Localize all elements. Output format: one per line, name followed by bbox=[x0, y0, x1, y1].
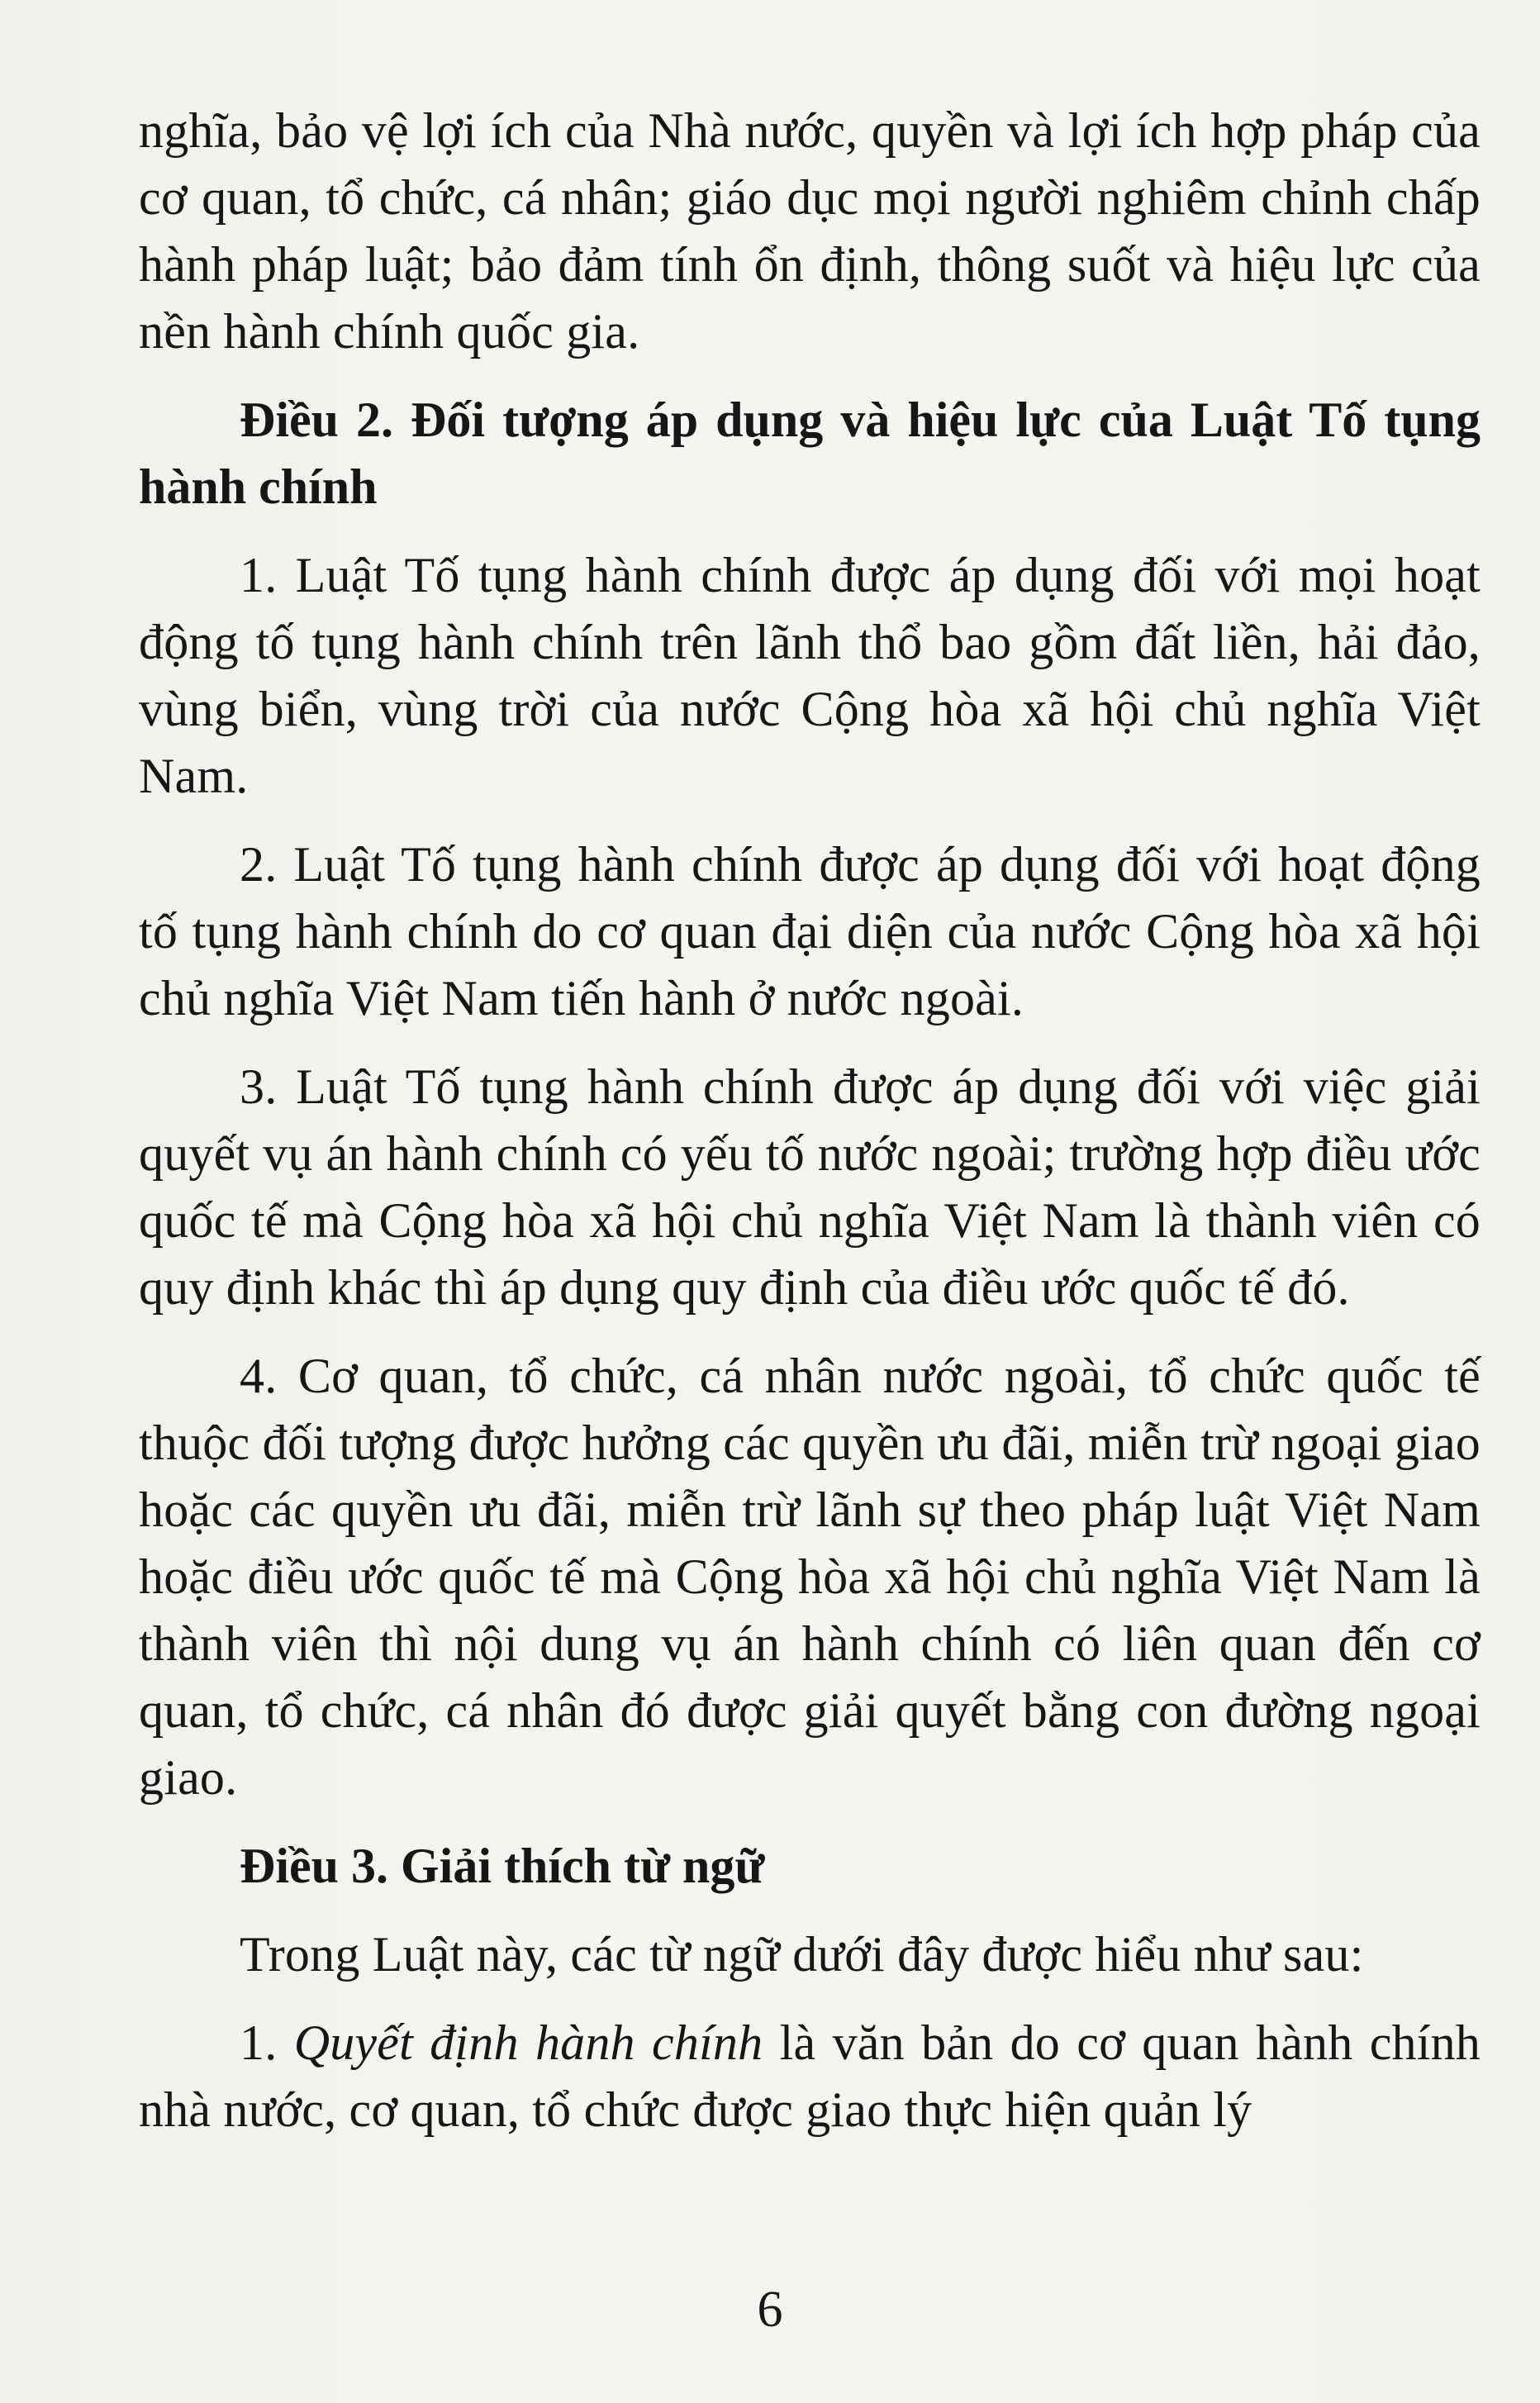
article-2-clause-2: 2. Luật Tố tụng hành chính được áp dụng đối với hoạt động tố tụng hành chính do cơ quan đại diện của nước Cộng hòa xã hội chủ nghĩa Việt Nam tiến hành ở nước ngoài. bbox=[139, 837, 1481, 1025]
article-2-clause-1: 1. Luật Tố tụng hành chính được áp dụng đối với mọi hoạt động tố tụng hành chính trên lãnh thổ bao gồm đất liền, hải đảo, vùng biển, vùng trời của nước Cộng hòa xã hội chủ nghĩa Việt Nam. bbox=[139, 548, 1481, 803]
article-3-title: Giải thích từ ngữ bbox=[401, 1839, 765, 1893]
article-3-clause-1-prefix: 1. bbox=[240, 2015, 278, 2070]
page-number: 6 bbox=[757, 2282, 783, 2338]
article-3-number: Điều 3. bbox=[240, 1839, 388, 1893]
article-3-intro: Trong Luật này, các từ ngữ dưới đây được hiểu như sau: bbox=[240, 1927, 1364, 1982]
article-2-clause-3: 3. Luật Tố tụng hành chính được áp dụng đối với việc giải quyết vụ án hành chính có yếu tố nước ngoài; trường hợp điều ước quốc tế mà Cộng hòa xã hội chủ nghĩa Việt Nam là thành viên có quy định khác thì áp dụng quy định của điều ước quốc tế đó. bbox=[139, 1059, 1481, 1315]
article-3-heading bbox=[139, 1833, 1481, 1900]
article-2-heading bbox=[139, 387, 1481, 521]
article-3-clause-1-text: là văn bản do cơ quan hành chính nhà nước, cơ quan, tổ chức được giao thực hiện quản lý bbox=[139, 2015, 1481, 2137]
article-2-title: Đối tượng áp dụng và hiệu lực của Luật Tố tụng hành chính bbox=[139, 393, 1481, 514]
article-2-clause-4: 4. Cơ quan, tổ chức, cá nhân nước ngoài, tổ chức quốc tế thuộc đối tượng được hưởng các quyền ưu đãi, miễn trừ ngoại giao hoặc các quyền ưu đãi, miễn trừ lãnh sự theo pháp luật Việt Nam hoặc điều ước quốc tế mà Cộng hòa xã hội chủ nghĩa Việt Nam là thành viên thì nội dung vụ án hành chính có liên quan đến cơ quan, tổ chức, cá nhân đó được giải quyết bằng con đường ngoại giao. bbox=[139, 1349, 1481, 1805]
page-content bbox=[139, 98, 1481, 2165]
article-3-clause-1 bbox=[139, 2010, 1481, 2144]
intro-paragraph: nghĩa, bảo vệ lợi ích của Nhà nước, quyền và lợi ích hợp pháp của cơ quan, tổ chức, cá nhân; giáo dục mọi người nghiêm chỉnh chấp hành pháp luật; bảo đảm tính ổn định, thông suốt và hiệu lực của nền hành chính quốc gia. bbox=[139, 103, 1481, 359]
article-2-number: Điều 2. bbox=[240, 393, 394, 447]
defined-term: Quyết định hành chính bbox=[293, 2015, 763, 2070]
